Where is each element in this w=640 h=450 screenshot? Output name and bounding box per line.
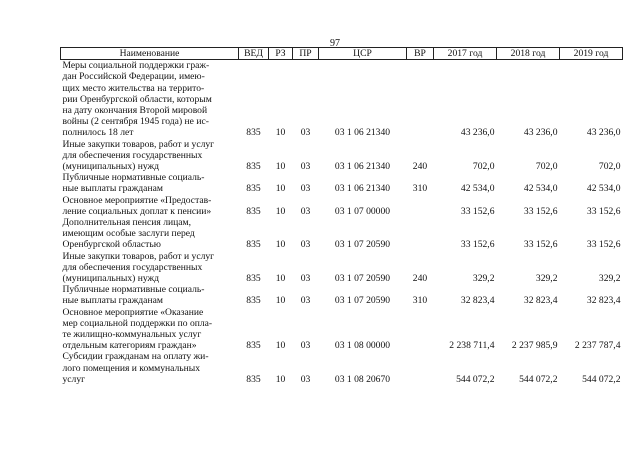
- row-name-line: Дополнительная пенсия лицам,: [62, 217, 192, 229]
- row-name: [61, 284, 239, 306]
- amount-2018-cell: 702,0: [535, 161, 558, 173]
- row-name-line: Иные закупки товаров, работ и услуг: [62, 138, 215, 150]
- row-name-line: войны (2 сентября 1945 года) не ис-: [62, 116, 209, 128]
- rz-cell: 10: [275, 205, 286, 217]
- row-name-line: Меры социальной поддержки граж-: [62, 60, 210, 72]
- rz-cell: 10: [275, 295, 286, 307]
- pr-cell: 03: [300, 273, 311, 285]
- row-name-line: отдельным категориям граждан»: [62, 340, 197, 352]
- amount-2018-cell: 329,2: [535, 273, 558, 285]
- amount-2019-cell: 544 072,2: [582, 373, 621, 385]
- row-name-line: ные выплаты гражданам: [62, 295, 163, 307]
- amount-2018-cell: 42 534,0: [523, 183, 558, 195]
- vr-cell: [407, 217, 434, 251]
- header-rz: РЗ: [269, 48, 293, 60]
- rz-cell: 10: [275, 340, 286, 352]
- row-name: [61, 217, 239, 251]
- row-name-line: имеющим особые заслуги перед: [62, 228, 195, 240]
- row-name-line: (муниципальных) нужд: [62, 273, 160, 285]
- vr-cell: [407, 351, 434, 385]
- amount-2017-cell: 33 152,6: [460, 239, 495, 251]
- ved-cell: 835: [246, 340, 261, 352]
- ved-cell: 835: [246, 373, 261, 385]
- amount-2018-cell: 33 152,6: [523, 239, 558, 251]
- amount-2019-cell: 33 152,6: [586, 205, 621, 217]
- table-row: [61, 284, 623, 306]
- amount-2019-cell: 43 236,0: [586, 127, 621, 139]
- vr-cell: 310: [412, 183, 428, 195]
- amount-2019-cell: 32 823,4: [586, 295, 621, 307]
- rz-cell: 10: [275, 239, 286, 251]
- pr-cell: 03: [300, 239, 311, 251]
- row-name: [61, 195, 239, 217]
- csr-cell: 03 1 06 21340: [334, 183, 391, 195]
- vr-cell: [407, 60, 434, 139]
- pr-cell: 03: [300, 373, 311, 385]
- row-name-line: рии Оренбургской области, которым: [62, 93, 212, 105]
- ved-cell: 835: [246, 183, 261, 195]
- ved-cell: 835: [246, 205, 261, 217]
- rz-cell: 10: [275, 183, 286, 195]
- rz-cell: 10: [275, 373, 286, 385]
- row-name-line: Публичные нормативные социаль-: [62, 284, 205, 296]
- row-name-line: Иные закупки товаров, работ и услуг: [62, 250, 215, 262]
- table-row: [61, 251, 623, 285]
- row-name-line: для обеспечения государственных: [62, 149, 203, 161]
- header-vr: ВР: [407, 48, 434, 60]
- pr-cell: 03: [300, 161, 311, 173]
- csr-cell: 03 1 08 00000: [334, 340, 391, 352]
- row-name-line: Оренбургской областью: [62, 239, 161, 251]
- table-row: [61, 351, 623, 385]
- ved-cell: 835: [246, 239, 261, 251]
- row-name-line: Основное мероприятие «Оказание: [62, 306, 204, 318]
- table-row: [61, 139, 623, 173]
- header-ved: ВЕД: [239, 48, 269, 60]
- table-row: [61, 60, 623, 139]
- row-name-line: на дату окончания Второй мировой: [62, 105, 208, 117]
- ved-cell: 835: [246, 161, 261, 173]
- row-name: [61, 60, 239, 139]
- amount-2017-cell: 43 236,0: [460, 127, 495, 139]
- amount-2019-cell: 2 237 787,4: [574, 340, 621, 352]
- header-2017: 2017 год: [434, 48, 497, 60]
- amount-2019-cell: 42 534,0: [586, 183, 621, 195]
- rz-cell: 10: [275, 161, 286, 173]
- row-name-line: ные выплаты гражданам: [62, 183, 163, 195]
- amount-2017-cell: 42 534,0: [460, 183, 495, 195]
- amount-2018-cell: 32 823,4: [523, 295, 558, 307]
- header-2019: 2019 год: [560, 48, 623, 60]
- row-name: [61, 351, 239, 385]
- row-name-line: дан Российской Федерации, имею-: [62, 71, 205, 83]
- header-pr: ПР: [293, 48, 319, 60]
- amount-2019-cell: 702,0: [598, 161, 621, 173]
- pr-cell: 03: [300, 295, 311, 307]
- csr-cell: 03 1 08 20670: [334, 373, 391, 385]
- vr-cell: [407, 307, 434, 352]
- row-name-line: лого помещения и коммунальных: [62, 362, 201, 374]
- csr-cell: 03 1 07 20590: [334, 295, 391, 307]
- vr-cell: 240: [412, 273, 428, 285]
- row-name-line: услуг: [62, 373, 86, 385]
- header-csr: ЦСР: [319, 48, 407, 60]
- header-name: Наименование: [61, 48, 239, 60]
- rz-cell: 10: [275, 273, 286, 285]
- row-name: [61, 307, 239, 352]
- amount-2019-cell: 329,2: [598, 273, 621, 285]
- row-name-line: ление социальных доплат к пенсии»: [62, 205, 212, 217]
- ved-cell: 835: [246, 273, 261, 285]
- pr-cell: 03: [300, 340, 311, 352]
- ved-cell: 835: [246, 127, 261, 139]
- csr-cell: 03 1 07 20590: [334, 273, 391, 285]
- pr-cell: 03: [300, 183, 311, 195]
- row-name-line: Основное мероприятие «Предостав-: [62, 194, 212, 206]
- row-name-line: Публичные нормативные социаль-: [62, 172, 205, 184]
- amount-2018-cell: 544 072,2: [519, 373, 558, 385]
- pr-cell: 03: [300, 127, 311, 139]
- row-name-line: мер социальной поддержки по опла-: [62, 317, 213, 329]
- amount-2017-cell: 2 238 711,4: [449, 340, 495, 352]
- table-row: [61, 195, 623, 217]
- table-header-row: [61, 48, 623, 60]
- table-row: [61, 172, 623, 194]
- csr-cell: 03 1 06 21340: [334, 127, 391, 139]
- amount-2017-cell: 33 152,6: [460, 205, 495, 217]
- row-name-line: для обеспечения государственных: [62, 261, 203, 273]
- row-name-line: полнилось 18 лет: [62, 127, 134, 139]
- amount-2017-cell: 329,2: [472, 273, 495, 285]
- vr-cell: 310: [412, 295, 428, 307]
- ved-cell: 835: [246, 295, 261, 307]
- csr-cell: 03 1 06 21340: [334, 161, 391, 173]
- csr-cell: 03 1 07 00000: [334, 205, 391, 217]
- row-name-line: те жилищно-коммунальных услуг: [62, 329, 202, 341]
- budget-table: [60, 47, 623, 385]
- amount-2017-cell: 702,0: [472, 161, 495, 173]
- csr-cell: 03 1 07 20590: [334, 239, 391, 251]
- table-row: [61, 307, 623, 352]
- rz-cell: 10: [275, 127, 286, 139]
- amount-2017-cell: 32 823,4: [460, 295, 495, 307]
- row-name-line: щих место жительства на террито-: [62, 82, 205, 94]
- vr-cell: [407, 195, 434, 217]
- header-2018: 2018 год: [497, 48, 560, 60]
- amount-2018-cell: 2 237 985,9: [511, 340, 558, 352]
- amount-2018-cell: 33 152,6: [523, 205, 558, 217]
- amount-2018-cell: 43 236,0: [523, 127, 558, 139]
- amount-2017-cell: 544 072,2: [456, 373, 495, 385]
- row-name: [61, 251, 239, 285]
- amount-2019-cell: 33 152,6: [586, 239, 621, 251]
- vr-cell: 240: [412, 161, 428, 173]
- row-name-line: Субсидии гражданам на оплату жи-: [62, 351, 209, 363]
- table-row: [61, 217, 623, 251]
- pr-cell: 03: [300, 205, 311, 217]
- page-number: 97: [330, 38, 340, 49]
- row-name: [61, 172, 239, 194]
- row-name-line: (муниципальных) нужд: [62, 161, 160, 173]
- row-name: [61, 139, 239, 173]
